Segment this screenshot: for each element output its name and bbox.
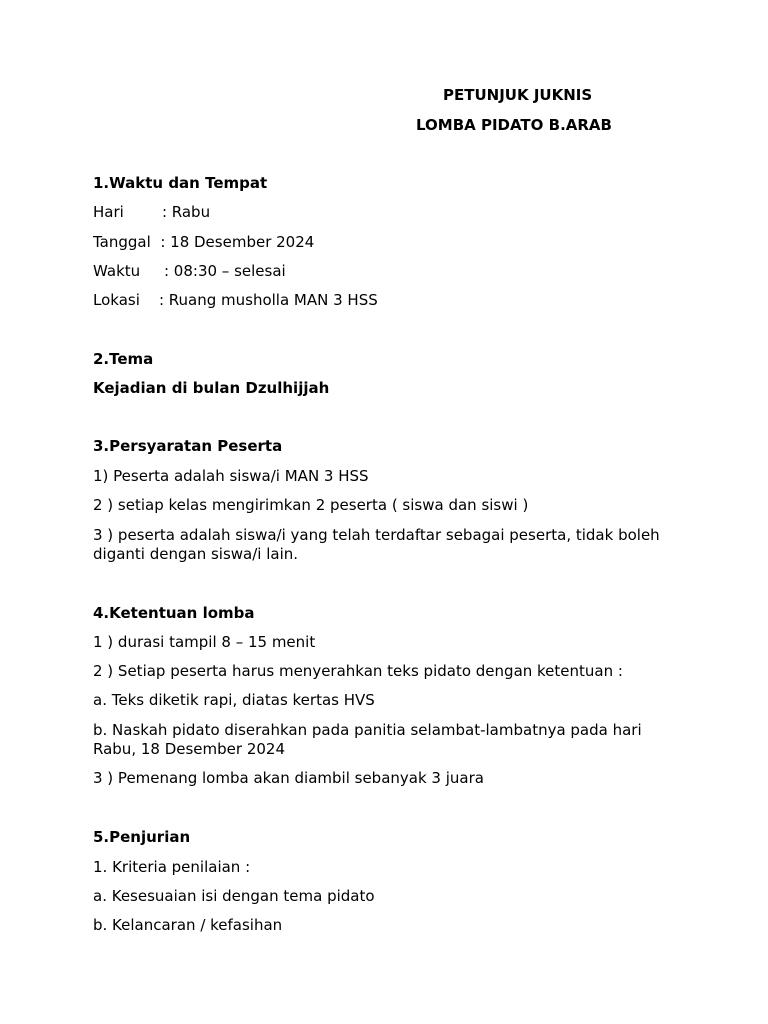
judging-item-1b: b. Kelancaran / kefasihan <box>93 916 283 934</box>
hari-row <box>93 203 683 222</box>
judging-item-1: 1. Kriteria penilaian : <box>93 858 251 876</box>
lokasi-value: : Ruang musholla MAN 3 HSS <box>158 291 378 309</box>
waktu-value: : 08:30 – selesai <box>163 262 286 280</box>
document-title-line-2: LOMBA PIDATO B.ARAB <box>416 116 612 134</box>
hari-value: : Rabu <box>161 203 211 221</box>
section-1-heading: 1.Waktu dan Tempat <box>93 174 268 192</box>
document-title-line-1: PETUNJUK JUKNIS <box>443 86 593 104</box>
section-4-heading: 4.Ketentuan lomba <box>93 604 255 622</box>
rule-item-2: 2 ) Setiap peserta harus menyerahkan teks pidato dengan ketentuan : <box>93 662 623 680</box>
waktu-row <box>93 262 683 281</box>
requirement-item-3: 3 ) peserta adalah siswa/i yang telah terdaftar sebagai peserta, tidak boleh diganti dengan siswa/i lain. <box>93 526 660 563</box>
lokasi-label: Lokasi <box>93 291 159 309</box>
section-2-heading: 2.Tema <box>93 350 154 368</box>
waktu-label: Waktu <box>93 262 164 280</box>
rule-item-3: 3 ) Pemenang lomba akan diambil sebanyak 3 juara <box>93 769 484 787</box>
requirement-item-2: 2 ) setiap kelas mengirimkan 2 peserta ( siswa dan siswi ) <box>93 496 529 514</box>
tanggal-value: : 18 Desember 2024 <box>160 233 315 251</box>
rule-item-2b: b. Naskah pidato diserahkan pada panitia selambat-lambatnya pada hari Rabu, 18 Desember 2024 <box>93 721 642 758</box>
lokasi-row <box>93 291 683 310</box>
section-5-heading: 5.Penjurian <box>93 828 191 846</box>
theme-text: Kejadian di bulan Dzulhijjah <box>93 379 330 397</box>
rule-item-2a: a. Teks diketik rapi, diatas kertas HVS <box>93 691 375 709</box>
tanggal-label: Tanggal <box>93 233 161 251</box>
hari-label: Hari <box>93 203 162 221</box>
judging-item-1a: a. Kesesuaian isi dengan tema pidato <box>93 887 375 905</box>
rule-item-1: 1 ) durasi tampil 8 – 15 menit <box>93 633 316 651</box>
section-3-heading: 3.Persyaratan Peserta <box>93 437 283 455</box>
requirement-item-1: 1) Peserta adalah siswa/i MAN 3 HSS <box>93 467 369 485</box>
tanggal-row <box>93 233 683 252</box>
